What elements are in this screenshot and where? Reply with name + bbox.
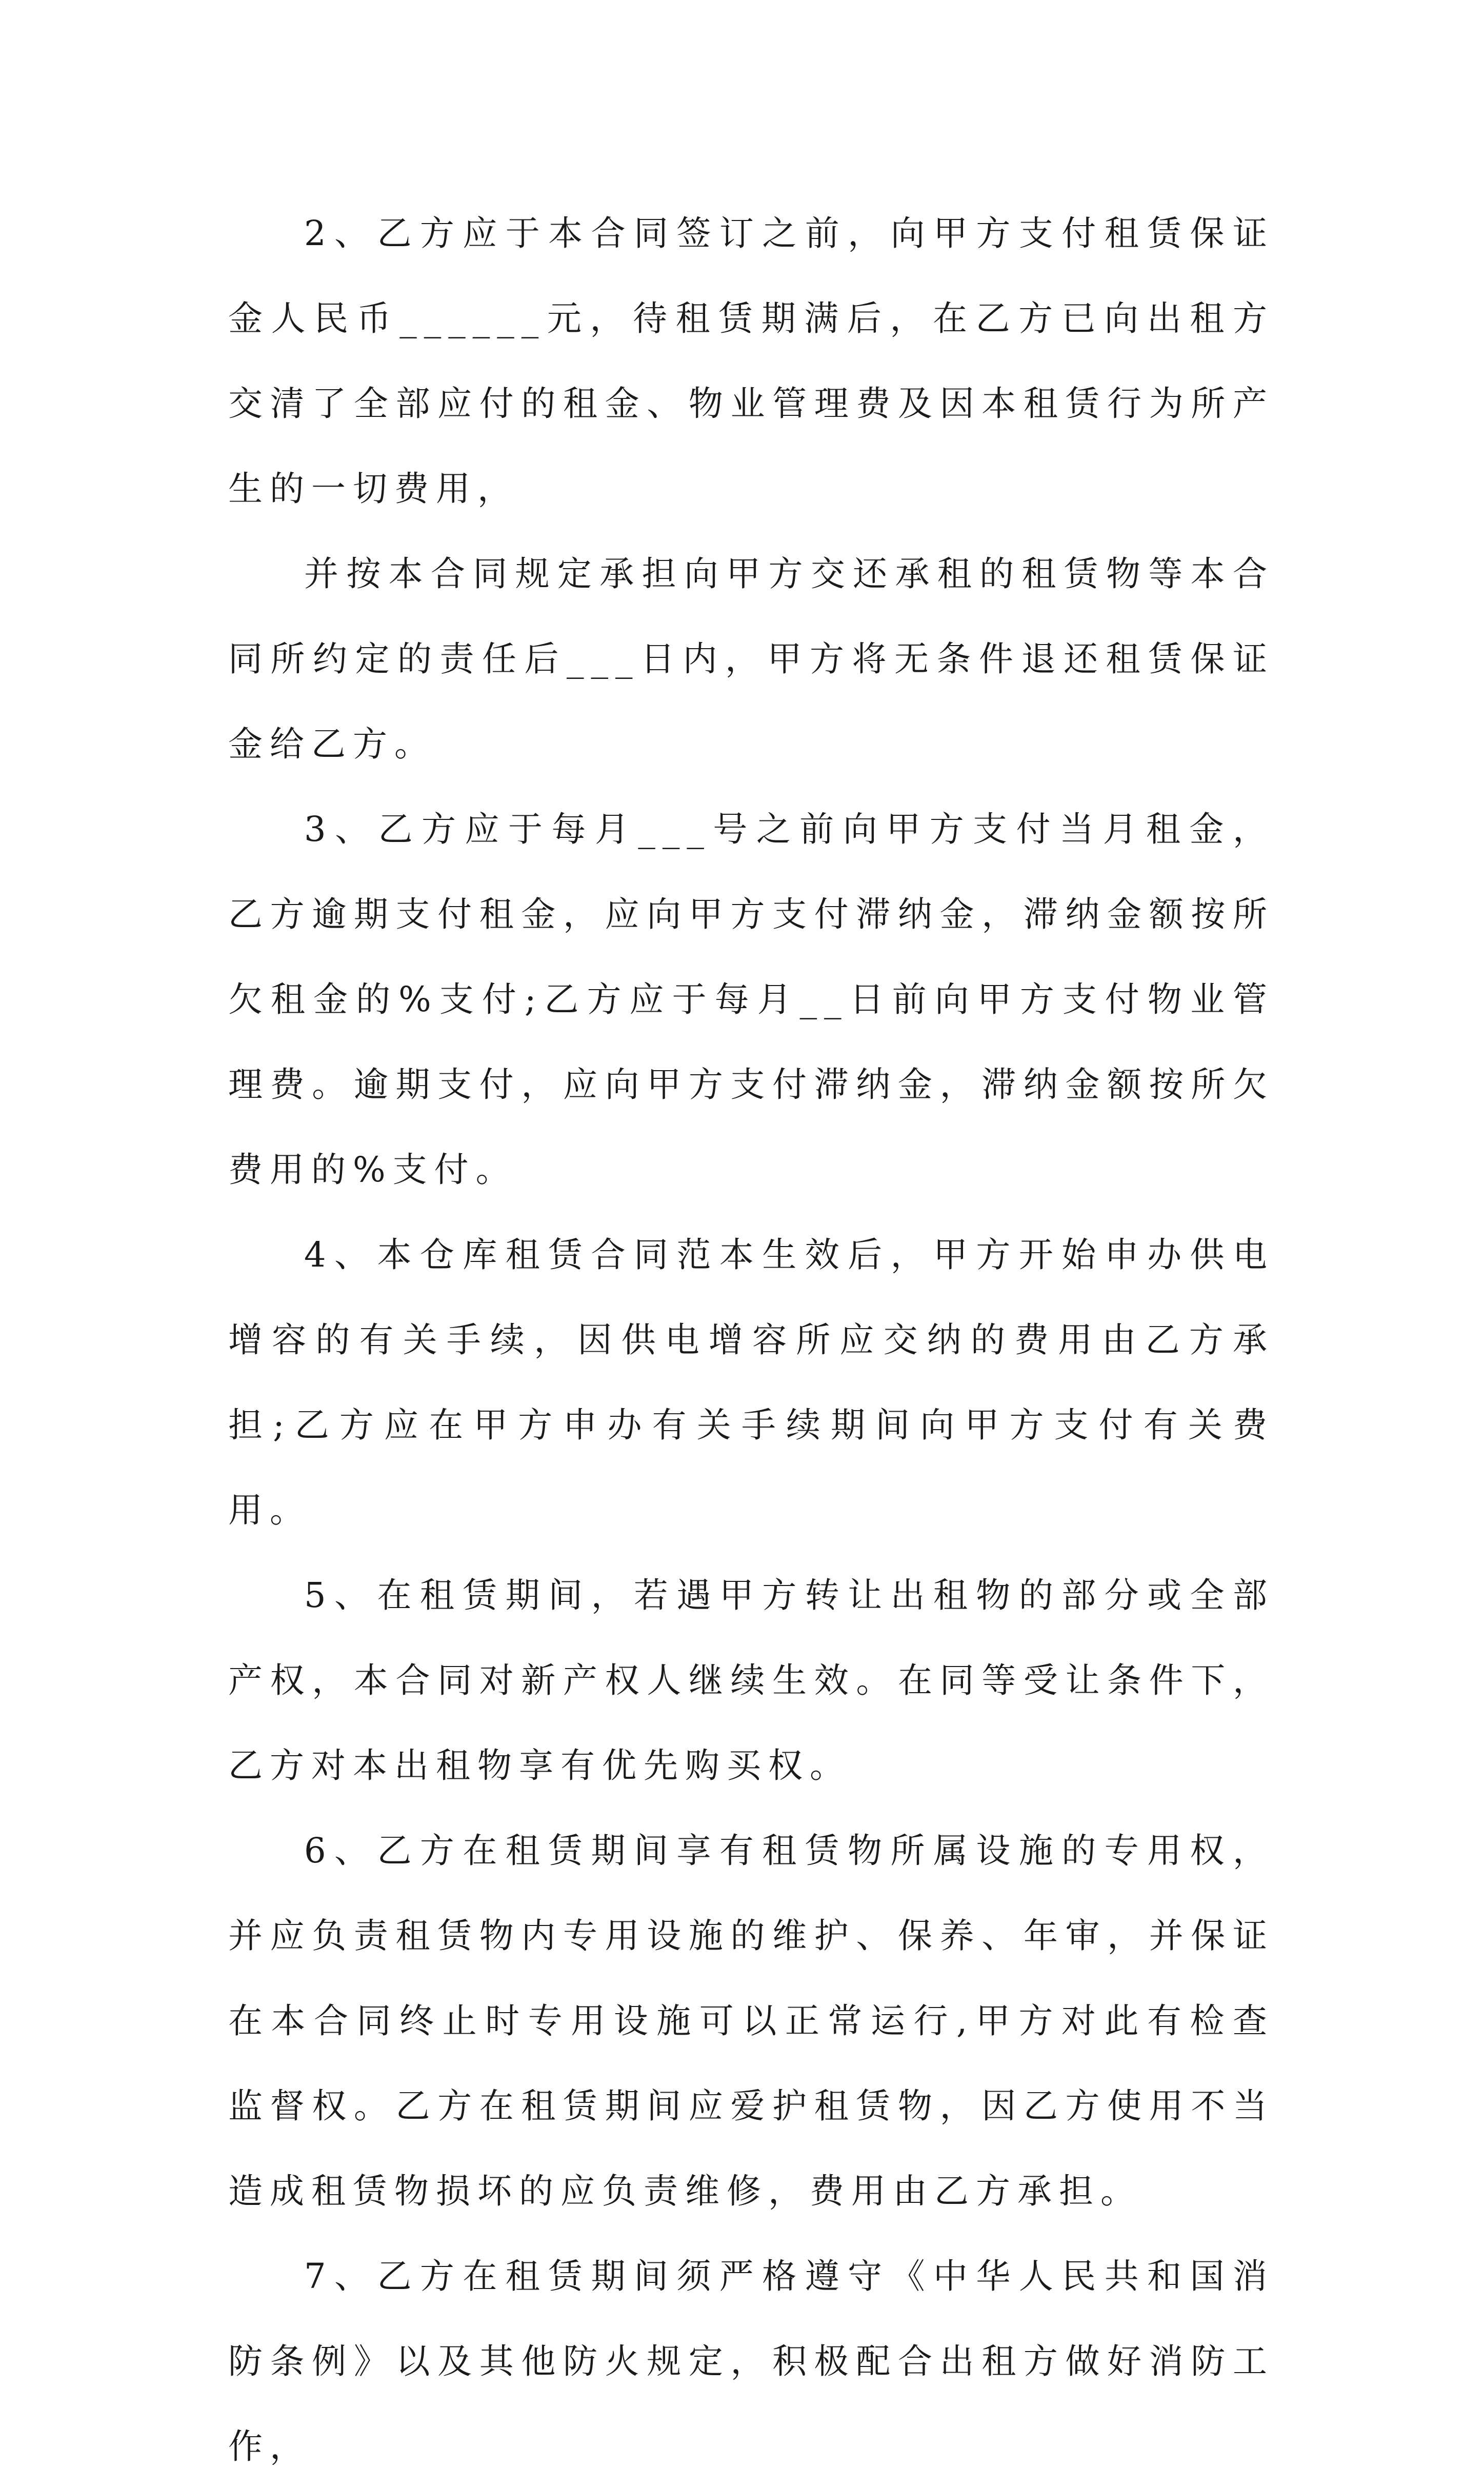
- paragraph-clause-2-continued: 并按本合同规定承担向甲方交还承租的租赁物等本合同所约定的责任后___日内，甲方将无条件退还租赁保证金给乙方。: [228, 554, 1274, 764]
- paragraph-clause-4: 4、本仓库租赁合同范本生效后，甲方开始申办供电增容的有关手续，因供电增容所应交纳的费用由乙方承担;乙方应在甲方申办有关手续期间向甲方支付有关费用。: [228, 1235, 1274, 1530]
- paragraph-clause-7: 7、乙方在租赁期间须严格遵守《中华人民共和国消防条例》以及其他防火规定，积极配合出租方做好消防工作，: [228, 2256, 1274, 2466]
- paragraph-clause-5: 5、在租赁期间，若遇甲方转让出租物的部分或全部产权，本合同对新产权人继续生效。在同等受让条件下，乙方对本出租物享有优先购买权。: [228, 1575, 1274, 1785]
- paragraph-clause-6: 6、乙方在租赁期间享有租赁物所属设施的专用权，并应负责租赁物内专用设施的维护、保养、年审，并保证在本合同终止时专用设施可以正常运行,甲方对此有检查监督权。乙方在租赁期间应爱护租赁物，因乙方使用不当造成租赁物损坏的应负责维修，费用由乙方承担。: [228, 1831, 1274, 2211]
- paragraph-clause-2: 2、乙方应于本合同签订之前，向甲方支付租赁保证金人民币______元，待租赁期满后，在乙方已向出租方交清了全部应付的租金、物业管理费及因本租赁行为所产生的一切费用，: [228, 213, 1274, 509]
- document-body: [228, 191, 1274, 2489]
- paragraph-clause-3: 3、乙方应于每月___号之前向甲方支付当月租金，乙方逾期支付租金，应向甲方支付滞纳金，滞纳金额按所欠租金的%支付;乙方应于每月__日前向甲方支付物业管理费。逾期支付，应向甲方支付滞纳金，滞纳金额按所欠费用的%支付。: [228, 809, 1274, 1190]
